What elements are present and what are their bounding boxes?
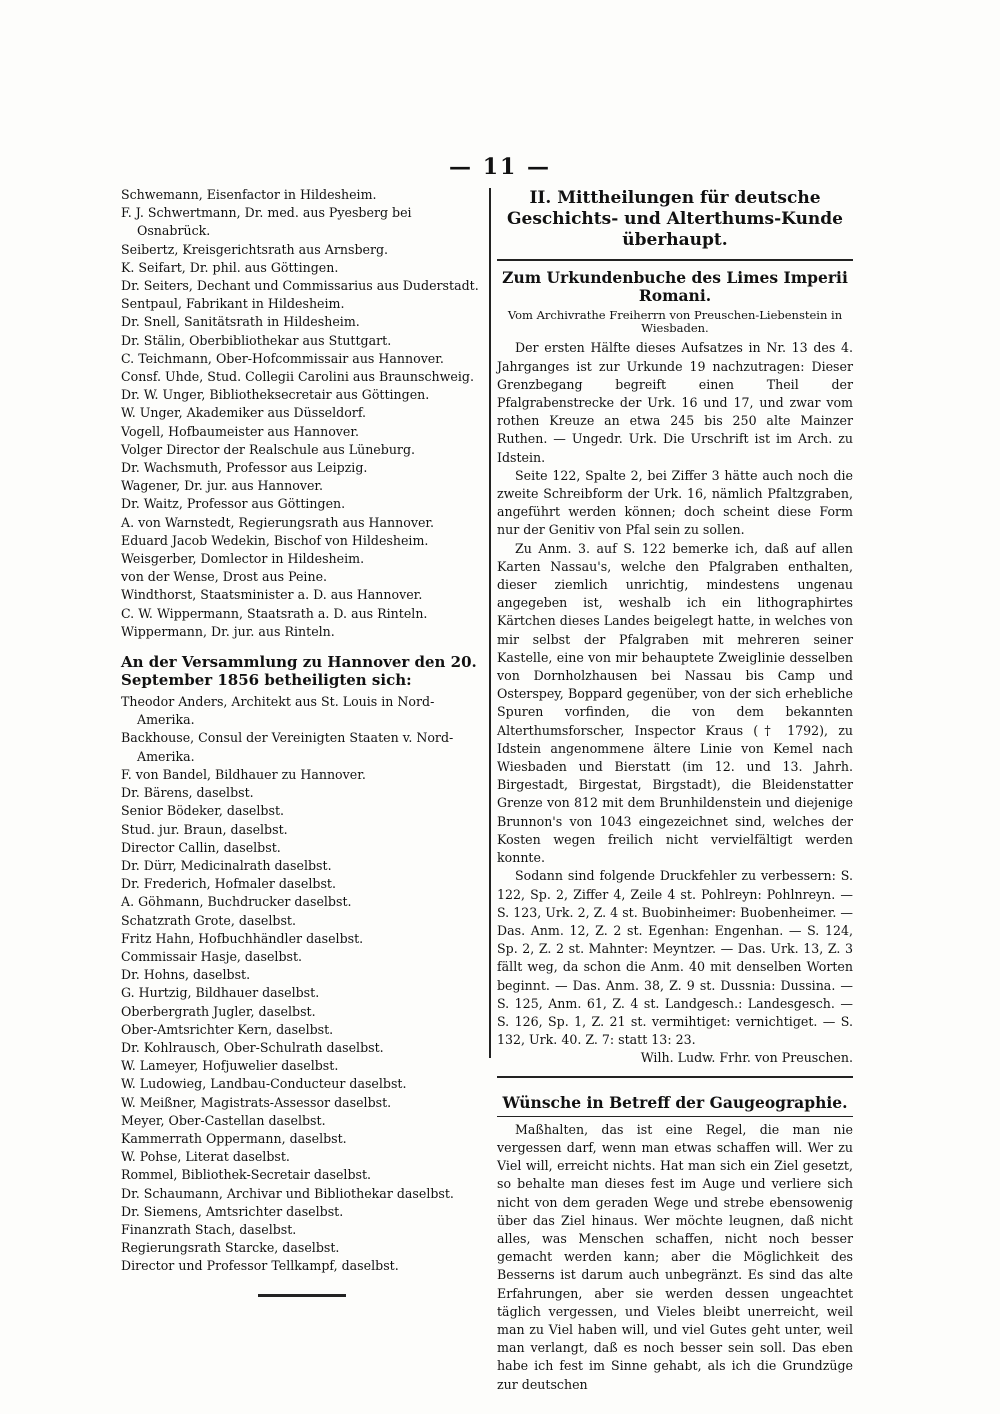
participant-entry: Dr. Frederich, Hofmaler daselbst.	[121, 876, 336, 892]
section-heading: II. Mittheilungen für deutsche Geschichts- und Alterthums-Kunde überhaupt.	[507, 188, 843, 250]
participant-entry: F. von Bandel, Bildhauer zu Hannover.	[121, 766, 366, 782]
participant-entry: Finanzrath Stach, daselbst.	[121, 1221, 297, 1237]
article1-byline: Vom Archivrathe Freiherrn von Preuschen-Liebenstein in Wiesbaden.	[507, 308, 843, 336]
member-entry: W. Unger, Akademiker aus Düsseldorf.	[121, 405, 367, 421]
article1-paragraph: Seite 122, Spalte 2, bei Ziffer 3 hätte auch noch die zweite Schreibform der Urk. 16, nämlich Pfaltzgraben, angeführt werden können; doch scheint diese Form nur der Genitiv von Pfal sein zu sollen.	[497, 467, 853, 538]
participant-entry: W. Lameyer, Hofjuwelier daselbst.	[121, 1058, 339, 1074]
participant-entry: Commissair Hasje, daselbst.	[121, 948, 303, 964]
member-entry: Dr. Stälin, Oberbibliothekar aus Stuttgart.	[121, 332, 392, 348]
participant-entry: Dr. Dürr, Medicinalrath daselbst.	[121, 857, 332, 873]
member-entry: F. J. Schwertmann, Dr. med. aus Pyesberg bei Osnabrück.	[121, 205, 412, 239]
member-entry: Sentpaul, Fabrikant in Hildesheim.	[121, 296, 345, 312]
participant-entry: Director Callin, daselbst.	[121, 839, 281, 855]
page-number: — 11 —	[449, 154, 551, 180]
left-column	[121, 186, 483, 1297]
participant-entry: Rommel, Bibliothek-Secretair daselbst.	[121, 1167, 372, 1183]
article1-title: Zum Urkundenbuche des Limes Imperii Romani.	[502, 268, 848, 306]
member-list	[121, 186, 483, 641]
participant-entry: Fritz Hahn, Hofbuchhändler daselbst.	[121, 930, 364, 946]
article1-signature: Wilh. Ludw. Frhr. von Preuschen.	[640, 1050, 853, 1066]
article1-paragraph: Sodann sind folgende Druckfehler zu verbessern: S. 122, Sp. 2, Ziffer 4, Zeile 4 st. Pohlreyn: Pohlnreyn. — S. 123, Urk. 2, Z. 4 st. Buobinheimer: Buobenheimer. — Das. Anm. 12, Z. 2 st. Egenhan: Engenhan. — S. 124, Sp. 2, Z. 2 st. Mahnter: Meyntzer. — Das. Urk. 13, Z. 3 fällt weg, da schon die Anm. 40 mit denselben Worten beginnt. — Das. Anm. 38, Z. 9 st. Dussnia: Dussina. — S. 125, Anm. 61, Z. 4 st. Landgesch.: Landesgesch. — S. 126, Sp. 1, Z. 21 st. vermihtiget: vernichtiget. — S. 132, Urk. 40. Z. 7: statt 13: 23.	[497, 868, 853, 1048]
participant-entry: Director und Professor Tellkampf, daselbst.	[121, 1258, 399, 1274]
participant-entry: W. Ludowieg, Landbau-Conducteur daselbst.	[121, 1076, 407, 1092]
member-entry: Wagener, Dr. jur. aus Hannover.	[121, 478, 324, 494]
participant-entry: Stud. jur. Braun, daselbst.	[121, 821, 288, 837]
participant-entry: Dr. Siemens, Amtsrichter daselbst.	[121, 1203, 344, 1219]
article2-paragraph: Maßhalten, das ist eine Regel, die man nie vergessen darf, wenn man etwas schaffen will. Wer zu Viel will, erreicht nichts. Hat man sich ein Ziel gesetzt, so behalte man dieses fest im Auge und verliere sich nicht von dem geraden Wege und strebe ebensowenig über das Ziel hinaus. Wer möchte leugnen, daß nicht alles, was Menschen schaffen, nicht noch besser gemacht werden kann; aber die Möglichkeit des Besserns ist darum auch unbegränzt. Es sind das alte Erfahrungen, aber sie werden dessen ungeachtet täglich vergessen, und Vieles bleibt unerreicht, weil man zu Viel haben will, und viel Gutes geht unter, weil man verlangt, daß es noch besser sein soll. Das eben habe ich fest im Sinne gehabt, als ich die Grundzüge zur deutschen	[497, 1121, 853, 1392]
member-entry: Schwemann, Eisenfactor in Hildesheim.	[121, 187, 377, 202]
participant-entry: G. Hurtzig, Bildhauer daselbst.	[121, 985, 320, 1001]
participant-entry: Dr. Kohlrausch, Ober-Schulrath daselbst.	[121, 1039, 384, 1055]
member-entry: Dr. Seiters, Dechant und Commissarius aus Duderstadt.	[121, 278, 479, 294]
member-entry: von der Wense, Drost aus Peine.	[121, 569, 328, 585]
article-rule	[497, 1076, 853, 1078]
article2-title: Wünsche in Betreff der Gaugeographie.	[502, 1092, 848, 1112]
member-entry: Wippermann, Dr. jur. aus Rinteln.	[121, 623, 335, 639]
member-entry: Dr. Wachsmuth, Professor aus Leipzig.	[121, 460, 368, 476]
member-entry: Volger Director der Realschule aus Lüneburg.	[121, 441, 416, 457]
article2-title-rule	[497, 1116, 853, 1117]
member-entry: Consf. Uhde, Stud. Collegii Carolini aus Braunschweig.	[121, 369, 474, 385]
participant-entry: Dr. Bärens, daselbst.	[121, 785, 254, 801]
article1-paragraph: Zu Anm. 3. auf S. 122 bemerke ich, daß auf allen Karten Nassau's, welche den Pfalgraben enthalten, dieser ziemlich unrichtig, mindestens ungenau angegeben ist, weshalb ich ein lithographirtes Kärtchen dieses Landes beigelegt hatte, in welches von mir selbst der Pfalgraben mit mehreren seiner Kastelle, eine von mir behauptete Zweiglinie desselben von Dornholzhausen bei Nassau bis Camp und Osterspey, Boppard gegenüber, von der sich erhebliche Spuren vorfinden, die von dem bekannten Alterthumsforscher, Inspector Kraus († 1792), zu Idstein angenommene ältere Linie von Kemel nach Wiesbaden und Bierstatt (im 12. und 13. Jahrh. Birgestadt, Birgestat, Birgstadt), die Bleidenstatter Grenze von 812 mit dem Brunhildenstein und diejenige Brunnon's von 1043 eingezeichnet sind, welches der Kosten wegen freilich nicht vervielfältigt werden konnte.	[497, 540, 853, 866]
end-rule	[258, 1294, 346, 1297]
member-entry: Seibertz, Kreisgerichtsrath aus Arnsberg.	[121, 241, 389, 257]
member-entry: K. Seifart, Dr. phil. aus Göttingen.	[121, 259, 339, 275]
participant-entry: W. Pohse, Literat daselbst.	[121, 1149, 290, 1165]
member-entry: C. W. Wippermann, Staatsrath a. D. aus Rinteln.	[121, 605, 428, 621]
participant-entry: Oberbergrath Jugler, daselbst.	[121, 1003, 316, 1019]
participant-entry: Kammerrath Oppermann, daselbst.	[121, 1130, 347, 1146]
participant-entry: Backhouse, Consul der Vereinigten Staaten v. Nord-Amerika.	[121, 730, 454, 764]
member-entry: Windthorst, Staatsminister a. D. aus Hannover.	[121, 587, 423, 603]
column-divider	[489, 188, 491, 1058]
member-entry: Eduard Jacob Wedekin, Bischof von Hildesheim.	[121, 532, 429, 548]
participant-entry: Schatzrath Grote, daselbst.	[121, 912, 296, 928]
member-entry: Dr. Waitz, Professor aus Göttingen.	[121, 496, 346, 512]
member-entry: Weisgerber, Domlector in Hildesheim.	[121, 551, 365, 567]
section-rule	[497, 259, 853, 261]
member-entry: Dr. W. Unger, Bibliotheksecretair aus Göttingen.	[121, 387, 430, 403]
participants-heading: An der Versammlung zu Hannover den 20. September 1856 betheiligten sich:	[121, 653, 477, 690]
right-column	[497, 188, 853, 1394]
participant-entry: Senior Bödeker, daselbst.	[121, 803, 285, 819]
participant-entry: W. Meißner, Magistrats-Assessor daselbst.	[121, 1094, 392, 1110]
participant-entry: Dr. Schaumann, Archivar und Bibliothekar daselbst.	[121, 1185, 454, 1201]
member-entry: Vogell, Hofbaumeister aus Hannover.	[121, 423, 360, 439]
participant-entry: Meyer, Ober-Castellan daselbst.	[121, 1112, 326, 1128]
member-entry: C. Teichmann, Ober-Hofcommissair aus Hannover.	[121, 350, 444, 366]
member-entry: Dr. Snell, Sanitätsrath in Hildesheim.	[121, 314, 360, 330]
member-entry: A. von Warnstedt, Regierungsrath aus Hannover.	[121, 514, 435, 530]
participant-entry: Regierungsrath Starcke, daselbst.	[121, 1240, 340, 1256]
participant-entry: Ober-Amtsrichter Kern, daselbst.	[121, 1021, 334, 1037]
participant-entry: Dr. Hohns, daselbst.	[121, 967, 251, 983]
article1-paragraph: Der ersten Hälfte dieses Aufsatzes in Nr. 13 des 4. Jahrganges ist zur Urkunde 19 nachzutragen: Dieser Grenzbegang begreift einen Theil der Pfalgrabenstrecke der Urk. 16 und 17, und zwar vom rothen Kreuze an etwa 245 bis 250 alte Mainzer Ruthen. — Ungedr. Urk. Die Urschrift ist im Arch. zu Idstein.	[497, 340, 853, 465]
participant-list	[121, 693, 483, 1276]
participant-entry: A. Göhmann, Buchdrucker daselbst.	[121, 894, 352, 910]
participant-entry: Theodor Anders, Architekt aus St. Louis in Nord-Amerika.	[121, 694, 435, 728]
